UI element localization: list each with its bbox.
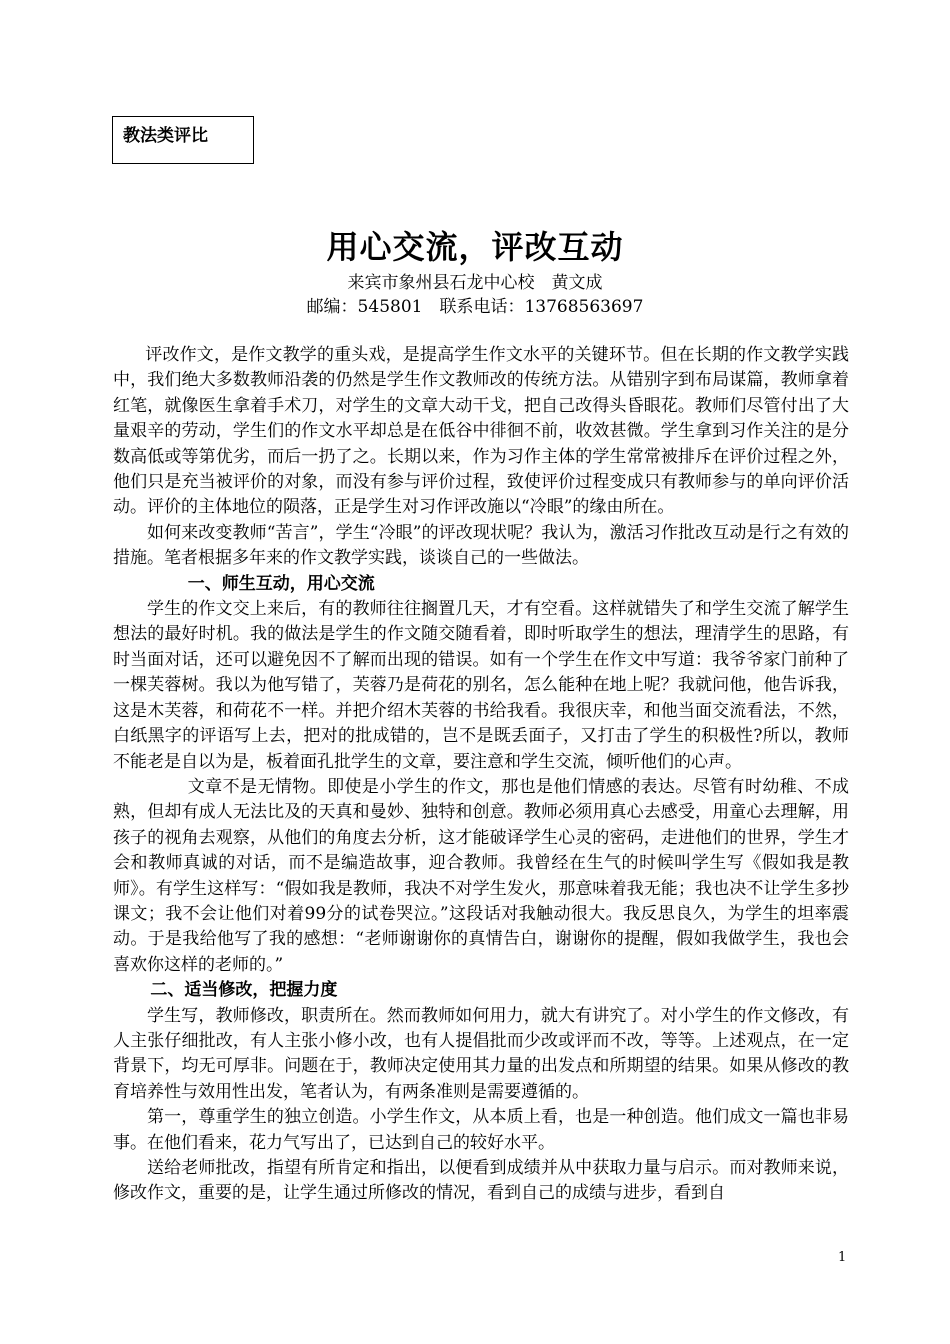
contact-line: 邮编：545801 联系电话：13768563697 <box>306 297 644 317</box>
category-label: 教法类评比 <box>123 126 208 146</box>
document-title: 用心交流，评改互动 <box>326 228 624 266</box>
author-line: 来宾市象州县石龙中心校 黄文成 <box>347 273 603 293</box>
section-2-heading: 二、适当修改，把握力度 <box>150 980 338 1001</box>
section-2-paragraph-2: 第一，尊重学生的独立创造。小学生作文，从本质上看，也是一种创造。他们成文一篇也非易事。在他们看来，花力气写出了，已达到自己的较好水平。 <box>113 1107 849 1153</box>
category-label-box <box>112 116 254 164</box>
section-2-paragraph-3: 送给老师批改，指望有所肯定和指出，以便看到成绩并从中获取力量与启示。而对教师来说，修改作文，重要的是，让学生通过所修改的情况，看到自己的成绩与进步，看到自 <box>113 1158 849 1204</box>
intro-paragraph-1: 评改作文，是作文教学的重头戏，是提高学生作文水平的关键环节。但在长期的作文教学实践中，我们绝大多数教师沿袭的仍然是学生作文教师改的传统方法。从错别字到布局谋篇，教师拿着红笔，就像医生拿着手术刀，对学生的文章大动干戈，把自己改得头昏眼花。教师们尽管付出了大量艰辛的劳动，学生们的作文水平却总是在低谷中徘徊不前，收效甚微。学生拿到习作关注的是分数高低或等第优劣，而后一扔了之。长期以来，作为习作主体的学生常常被排斥在评价过程之外，他们只是充当被评价的对象，而没有参与评价过程，致使评价过程变成只有教师参与的单向评价活动。评价的主体地位的陨落，正是学生对习作评改施以“冷眼”的缘由所在。 <box>113 345 849 518</box>
intro-paragraph-2: 如何来改变教师“苦言”，学生“冷眼”的评改现状呢？我认为，激活习作批改互动是行之有效的措施。笔者根据多年来的作文教学实践，谈谈自己的一些做法。 <box>113 522 849 569</box>
document-body <box>113 343 849 1207</box>
section-1-paragraph-2: 文章不是无情物。即使是小学生的作文，那也是他们情感的表达。尽管有时幼稚、不成熟，但却有成人无法比及的天真和曼妙、独特和创意。教师必须用真心去感受，用童心去理解，用孩子的视角去观察，从他们的角度去分析，这才能破译学生心灵的密码，走进他们的世界，学生才会和教师真诚的对话，而不是编造故事，迎合教师。我曾经在生气的时候叫学生写《假如我是教师》。有学生这样写：“假如我是教师，我决不对学生发火，那意味着我无能；我也决不让学生多抄课文；我不会让他们对着99分的试卷哭泣。”这段话对我触动很大。我反思良久，为学生的坦率震动。于是我给他写了我的感想：“老师谢谢你的真情告白，谢谢你的提醒，假如我做学生，我也会喜欢你这样的老师的。” <box>113 776 849 975</box>
section-1-paragraph-1: 学生的作文交上来后，有的教师往往搁置几天，才有空看。这样就错失了和学生交流了解学生想法的最好时机。我的做法是学生的作文随交随看着，即时听取学生的想法，理清学生的思路，有时当面对话，还可以避免因不了解而出现的错误。如有一个学生在作文中写道：我爷爷家门前种了一棵芙蓉树。我以为他写错了，芙蓉乃是荷花的别名，怎么能种在地上呢？我就问他，他告诉我，这是木芙蓉，和荷花不一样。并把介绍木芙蓉的书给我看。我很庆幸，和他当面交流看法，不然，白纸黑字的评语写上去，把对的批成错的，岂不是既丢面子，又打击了学生的积极性?所以，教师不能老是自以为是，板着面孔批学生的文章，要注意和学生交流，倾听他们的心声。 <box>113 599 849 772</box>
section-1-heading: 一、师生互动，用心交流 <box>187 573 375 594</box>
section-2-paragraph-1: 学生写，教师修改，职责所在。然而教师如何用力，就大有讲究了。对小学生的作文修改，有人主张仔细批改，有人主张小修小改，也有人提倡批而少改或评而不改，等等。上述观点，在一定背景下，均无可厚非。问题在于，教师决定使用其力量的出发点和所期望的结果。如果从修改的教育培养性与效用性出发，笔者认为，有两条准则是需要遵循的。 <box>113 1005 849 1102</box>
page-number: 1 <box>838 1250 847 1265</box>
